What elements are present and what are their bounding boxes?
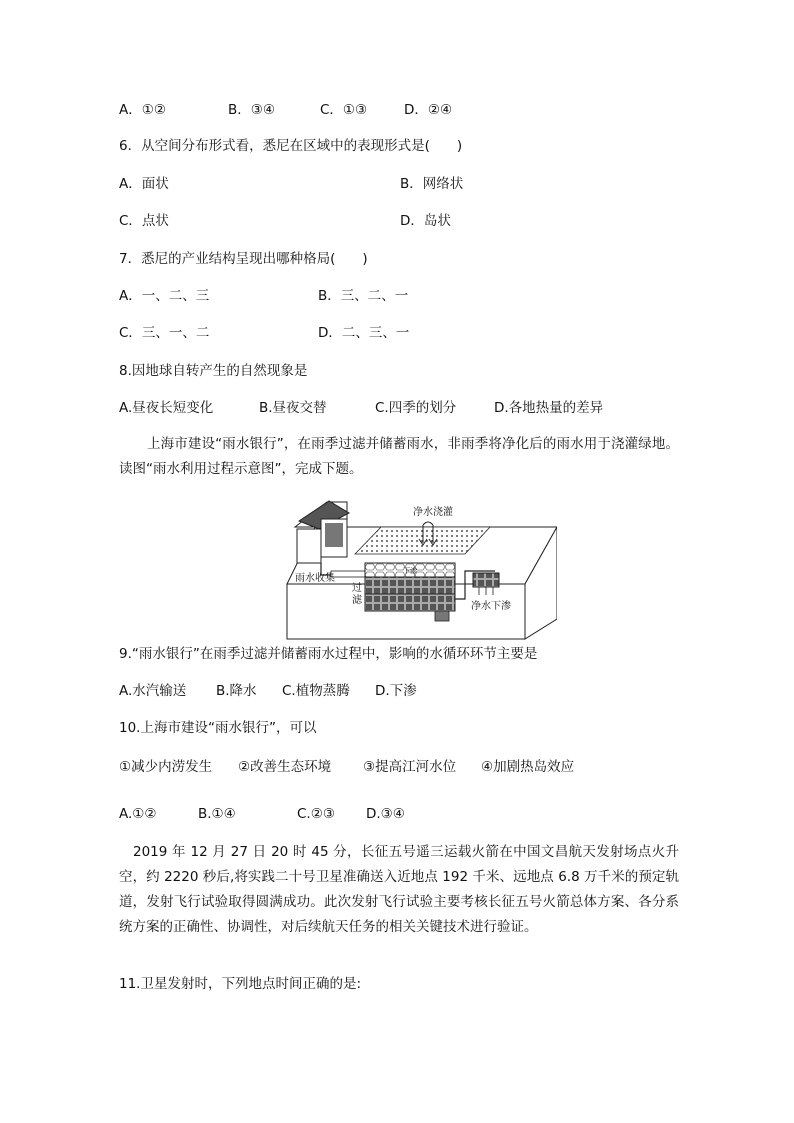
q5-option-c: C．①③ bbox=[320, 102, 368, 118]
q5-option-a: A．①② bbox=[119, 102, 166, 118]
q6-option-d: D．岛状 bbox=[400, 213, 451, 229]
q9-option-b: B.降水 bbox=[216, 683, 257, 699]
label-irrigation: 净水浇灌 bbox=[413, 507, 453, 518]
label-filter-2: 滤 bbox=[352, 595, 362, 606]
q11-stem: 11.卫星发射时，下列地点时间正确的是: bbox=[119, 976, 362, 992]
label-down: 下渗 bbox=[403, 567, 417, 575]
q9-option-a: A.水汽输送 bbox=[119, 683, 187, 699]
passage-rocket-launch: 2019 年 12 月 27 日 20 时 45 分，长征五号遥三运载火箭在中国文昌航天发射场点火升空，约 2220 秒后,将实践二十号卫星准确送入近地点 192 千米、远地点 6.8 万千米的预定轨道，发射飞行试验取得圆满成功。此次发射飞行试验主要考核长征五号火箭总体方案、各分系统方案的正确性、协调性，对后续航天任务的相关关键技术进行验证。 bbox=[119, 844, 679, 935]
q10-option-c: C.②③ bbox=[297, 806, 335, 822]
q6-option-a: A．面状 bbox=[119, 176, 169, 192]
q8-stem: 8.因地球自转产生的自然现象是 bbox=[119, 363, 308, 379]
q7-option-b: B．三、二、一 bbox=[318, 288, 409, 304]
q6-stem: 6．从空间分布形式看，悉尼在区域中的表现形式是( ) bbox=[119, 138, 463, 154]
q8-option-d: D.各地热量的差异 bbox=[494, 400, 604, 416]
label-filter-1: 过 bbox=[352, 583, 362, 594]
label-seep-down: 净水下渗 bbox=[471, 601, 511, 612]
q10-item-3: ③提高江河水位 bbox=[363, 759, 457, 775]
q8-option-c: C.四季的划分 bbox=[375, 400, 457, 416]
q6-option-b: B．网络状 bbox=[400, 176, 464, 192]
q5-option-b: B．③④ bbox=[228, 102, 275, 118]
q9-option-c: C.植物蒸腾 bbox=[282, 683, 350, 699]
q7-option-d: D．二、三、一 bbox=[318, 325, 410, 341]
passage-rainwater-bank: 上海市建设“雨水银行”，在雨季过滤并储蓄雨水，非雨季将净化后的雨水用于浇灌绿地。读图“雨水利用过程示意图”，完成下题。 bbox=[119, 436, 679, 477]
q8-option-b: B.昼夜交替 bbox=[259, 400, 327, 416]
q7-stem: 7．悉尼的产业结构呈现出哪种格局( ) bbox=[119, 251, 368, 267]
q10-item-4: ④加剧热岛效应 bbox=[481, 759, 575, 775]
q5-option-d: D．②④ bbox=[404, 102, 453, 118]
q6-option-c: C．点状 bbox=[119, 213, 169, 229]
q10-item-1: ①减少内涝发生 bbox=[119, 759, 213, 775]
label-collect: 雨水收集 bbox=[295, 573, 335, 584]
q9-stem: 9.“雨水银行”在雨季过滤并储蓄雨水过程中，影响的水循环环节主要是 bbox=[119, 646, 538, 662]
q10-item-2: ②改善生态环境 bbox=[238, 759, 332, 775]
rainwater-process-diagram bbox=[285, 499, 557, 641]
q7-option-c: C．三、一、二 bbox=[119, 325, 210, 341]
q8-option-a: A.昼夜长短变化 bbox=[119, 400, 214, 416]
q9-option-d: D.下渗 bbox=[375, 683, 417, 699]
q10-option-b: B.①④ bbox=[198, 806, 236, 822]
q10-option-a: A.①② bbox=[119, 806, 157, 822]
q10-stem: 10.上海市建设“雨水银行”，可以 bbox=[119, 720, 317, 736]
q7-option-a: A．一、二、三 bbox=[119, 288, 210, 304]
q10-option-d: D.③④ bbox=[366, 806, 405, 822]
